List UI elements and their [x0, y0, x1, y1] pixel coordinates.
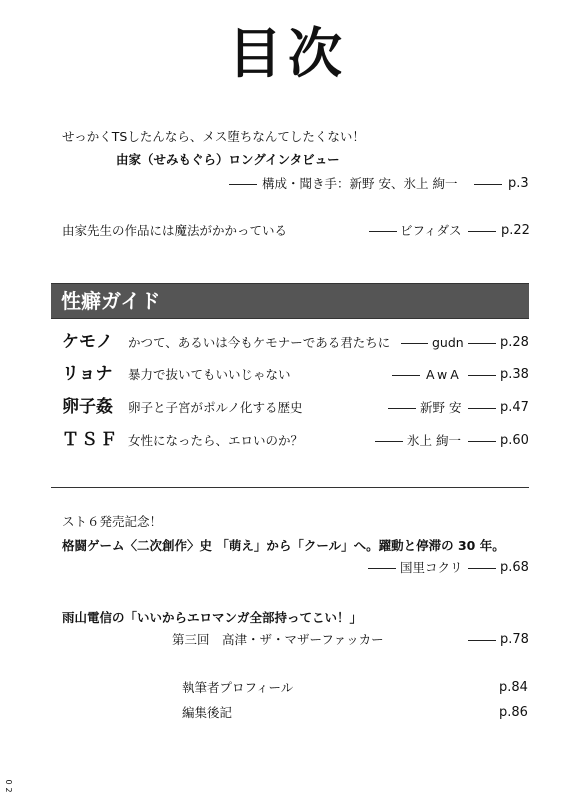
page-number: p.38: [500, 367, 529, 382]
page-number: p.84: [499, 680, 528, 695]
guide-desc: 女性になったら、エロいのか？: [128, 433, 304, 448]
guide-genre: ＴＳＦ: [62, 430, 119, 450]
leader-line: [468, 343, 496, 344]
leader-line: [229, 184, 257, 185]
leader-line: [474, 184, 502, 185]
page-number: p.47: [500, 400, 529, 415]
leader-line: [388, 408, 416, 409]
leader-line: [368, 568, 396, 569]
leader-line: [369, 231, 397, 232]
leader-line: [392, 375, 420, 376]
guide-heading: 性癖ガイド: [61, 289, 161, 313]
leader-line: [401, 343, 428, 344]
guide-author: 新野 安: [420, 400, 462, 415]
leader-line: [468, 231, 496, 232]
guide-desc: 卵子と子宮がポルノ化する歴史: [128, 400, 303, 415]
special-headline: 格闘ゲーム〈二次創作〉史 「萌え」から「クール」へ。躍動と停滞の 30 年。: [62, 538, 505, 553]
guide-author: gudn: [432, 335, 464, 350]
series-episode: 第三回 高津・ザ・マザーファッカー: [172, 632, 384, 647]
essay-title: 由家先生の作品には魔法がかかっている: [62, 223, 288, 238]
page-number: p.60: [500, 433, 529, 448]
leader-line: [468, 375, 496, 376]
folio: 0 2: [4, 779, 13, 793]
guide-author: 氷上 絢一: [407, 433, 461, 448]
leader-line: [468, 640, 496, 641]
page-number: p.28: [500, 335, 529, 350]
leader-line: [468, 408, 496, 409]
guide-genre: 卵子姦: [62, 397, 113, 417]
series-headline: 雨山電信の「いいからエロマンガ全部持ってこい！」: [62, 610, 363, 625]
guide-author: AwA: [426, 367, 462, 382]
section-divider: [51, 487, 529, 488]
page-number: p.22: [501, 223, 530, 238]
leader-line: [468, 568, 496, 569]
backmatter-label: 編集後記: [182, 705, 233, 720]
feature-headline: 由家（せみもぐら）ロングインタビュー: [116, 152, 340, 167]
guide-desc: 暴力で抜いてもいいじゃない: [128, 367, 291, 382]
page-number: p.68: [500, 560, 529, 575]
page-title: 目次: [228, 21, 348, 85]
guide-genre: リョナ: [62, 364, 113, 384]
essay-author: ビフィダス: [400, 223, 462, 238]
guide-header-bar: [51, 283, 529, 319]
special-author: 国里コクリ: [400, 560, 463, 575]
guide-desc: かつて、あるいは今もケモナーである君たちに: [128, 335, 391, 350]
backmatter-label: 執筆者プロフィール: [182, 680, 294, 695]
page-number: p.86: [499, 705, 528, 720]
leader-line: [468, 441, 496, 442]
feature-credit: 構成・聞き手：新野 安、氷上 絢一: [262, 176, 458, 191]
guide-genre: ケモノ: [62, 332, 113, 352]
feature-kicker: せっかくTSしたんなら、メス堕ちなんてしたくない！: [62, 129, 365, 144]
leader-line: [375, 441, 403, 442]
special-kicker: スト６発売記念！: [62, 514, 163, 529]
page-number: p.3: [508, 176, 529, 191]
page-number: p.78: [500, 632, 529, 647]
